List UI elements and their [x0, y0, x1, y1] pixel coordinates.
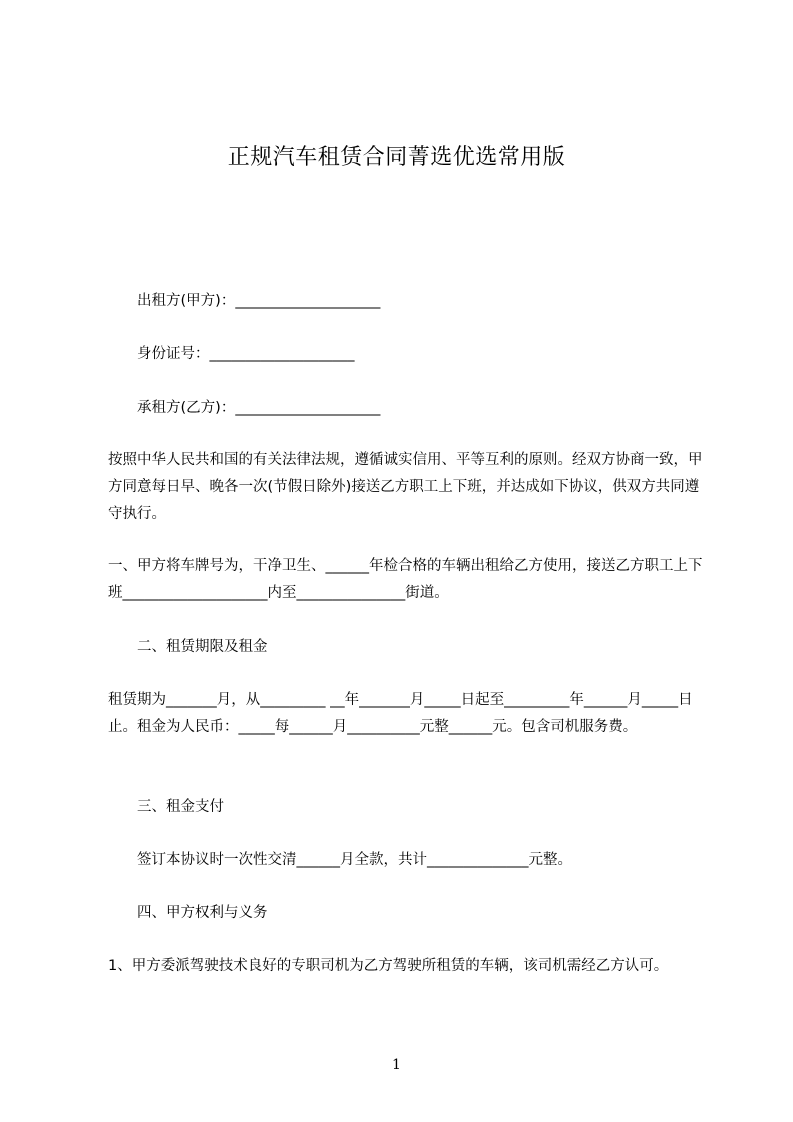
lessee-field-line: 承租方(乙方)：____________________	[137, 400, 381, 416]
document-title: 正规汽车租赁合同菁选优选常用版	[227, 145, 566, 170]
id-number-field-line: 身份证号：____________________	[137, 346, 355, 362]
clause-2-paragraph: 租赁期为_______月，从_________ __年_______月_____日起至_________年______月_____日止。租金为人民币：_____每______月__________元整______元。包含司机服务费。	[108, 692, 693, 735]
clause-3-heading: 三、租金支付	[137, 799, 224, 815]
clause-3-paragraph: 签订本协议时一次性交清______月全款，共计______________元整。	[137, 852, 572, 868]
clause-4-item-1: 1、甲方委派驾驶技术良好的专职司机为乙方驾驶所租赁的车辆，该司机需经乙方认可。	[108, 958, 669, 974]
clause-2-heading: 二、租赁期限及租金	[137, 639, 268, 655]
intro-paragraph: 按照中华人民共和国的有关法律法规，遵循诚实信用、平等互利的原则。经双方协商一致，甲方同意每日早、晚各一次(节假日除外)接送乙方职工上下班，并达成如下协议，供双方共同遵守执行。	[108, 452, 703, 522]
page-number: 1	[392, 1057, 401, 1073]
lessor-field-line: 出租方(甲方)：____________________	[137, 293, 381, 309]
clause-4-heading: 四、甲方权利与义务	[137, 905, 268, 921]
clause-1-paragraph: 一、甲方将车牌号为，干净卫生、______年检合格的车辆出租给乙方使用，接送乙方职工上下班____________________内至_______________街道。	[108, 558, 703, 601]
